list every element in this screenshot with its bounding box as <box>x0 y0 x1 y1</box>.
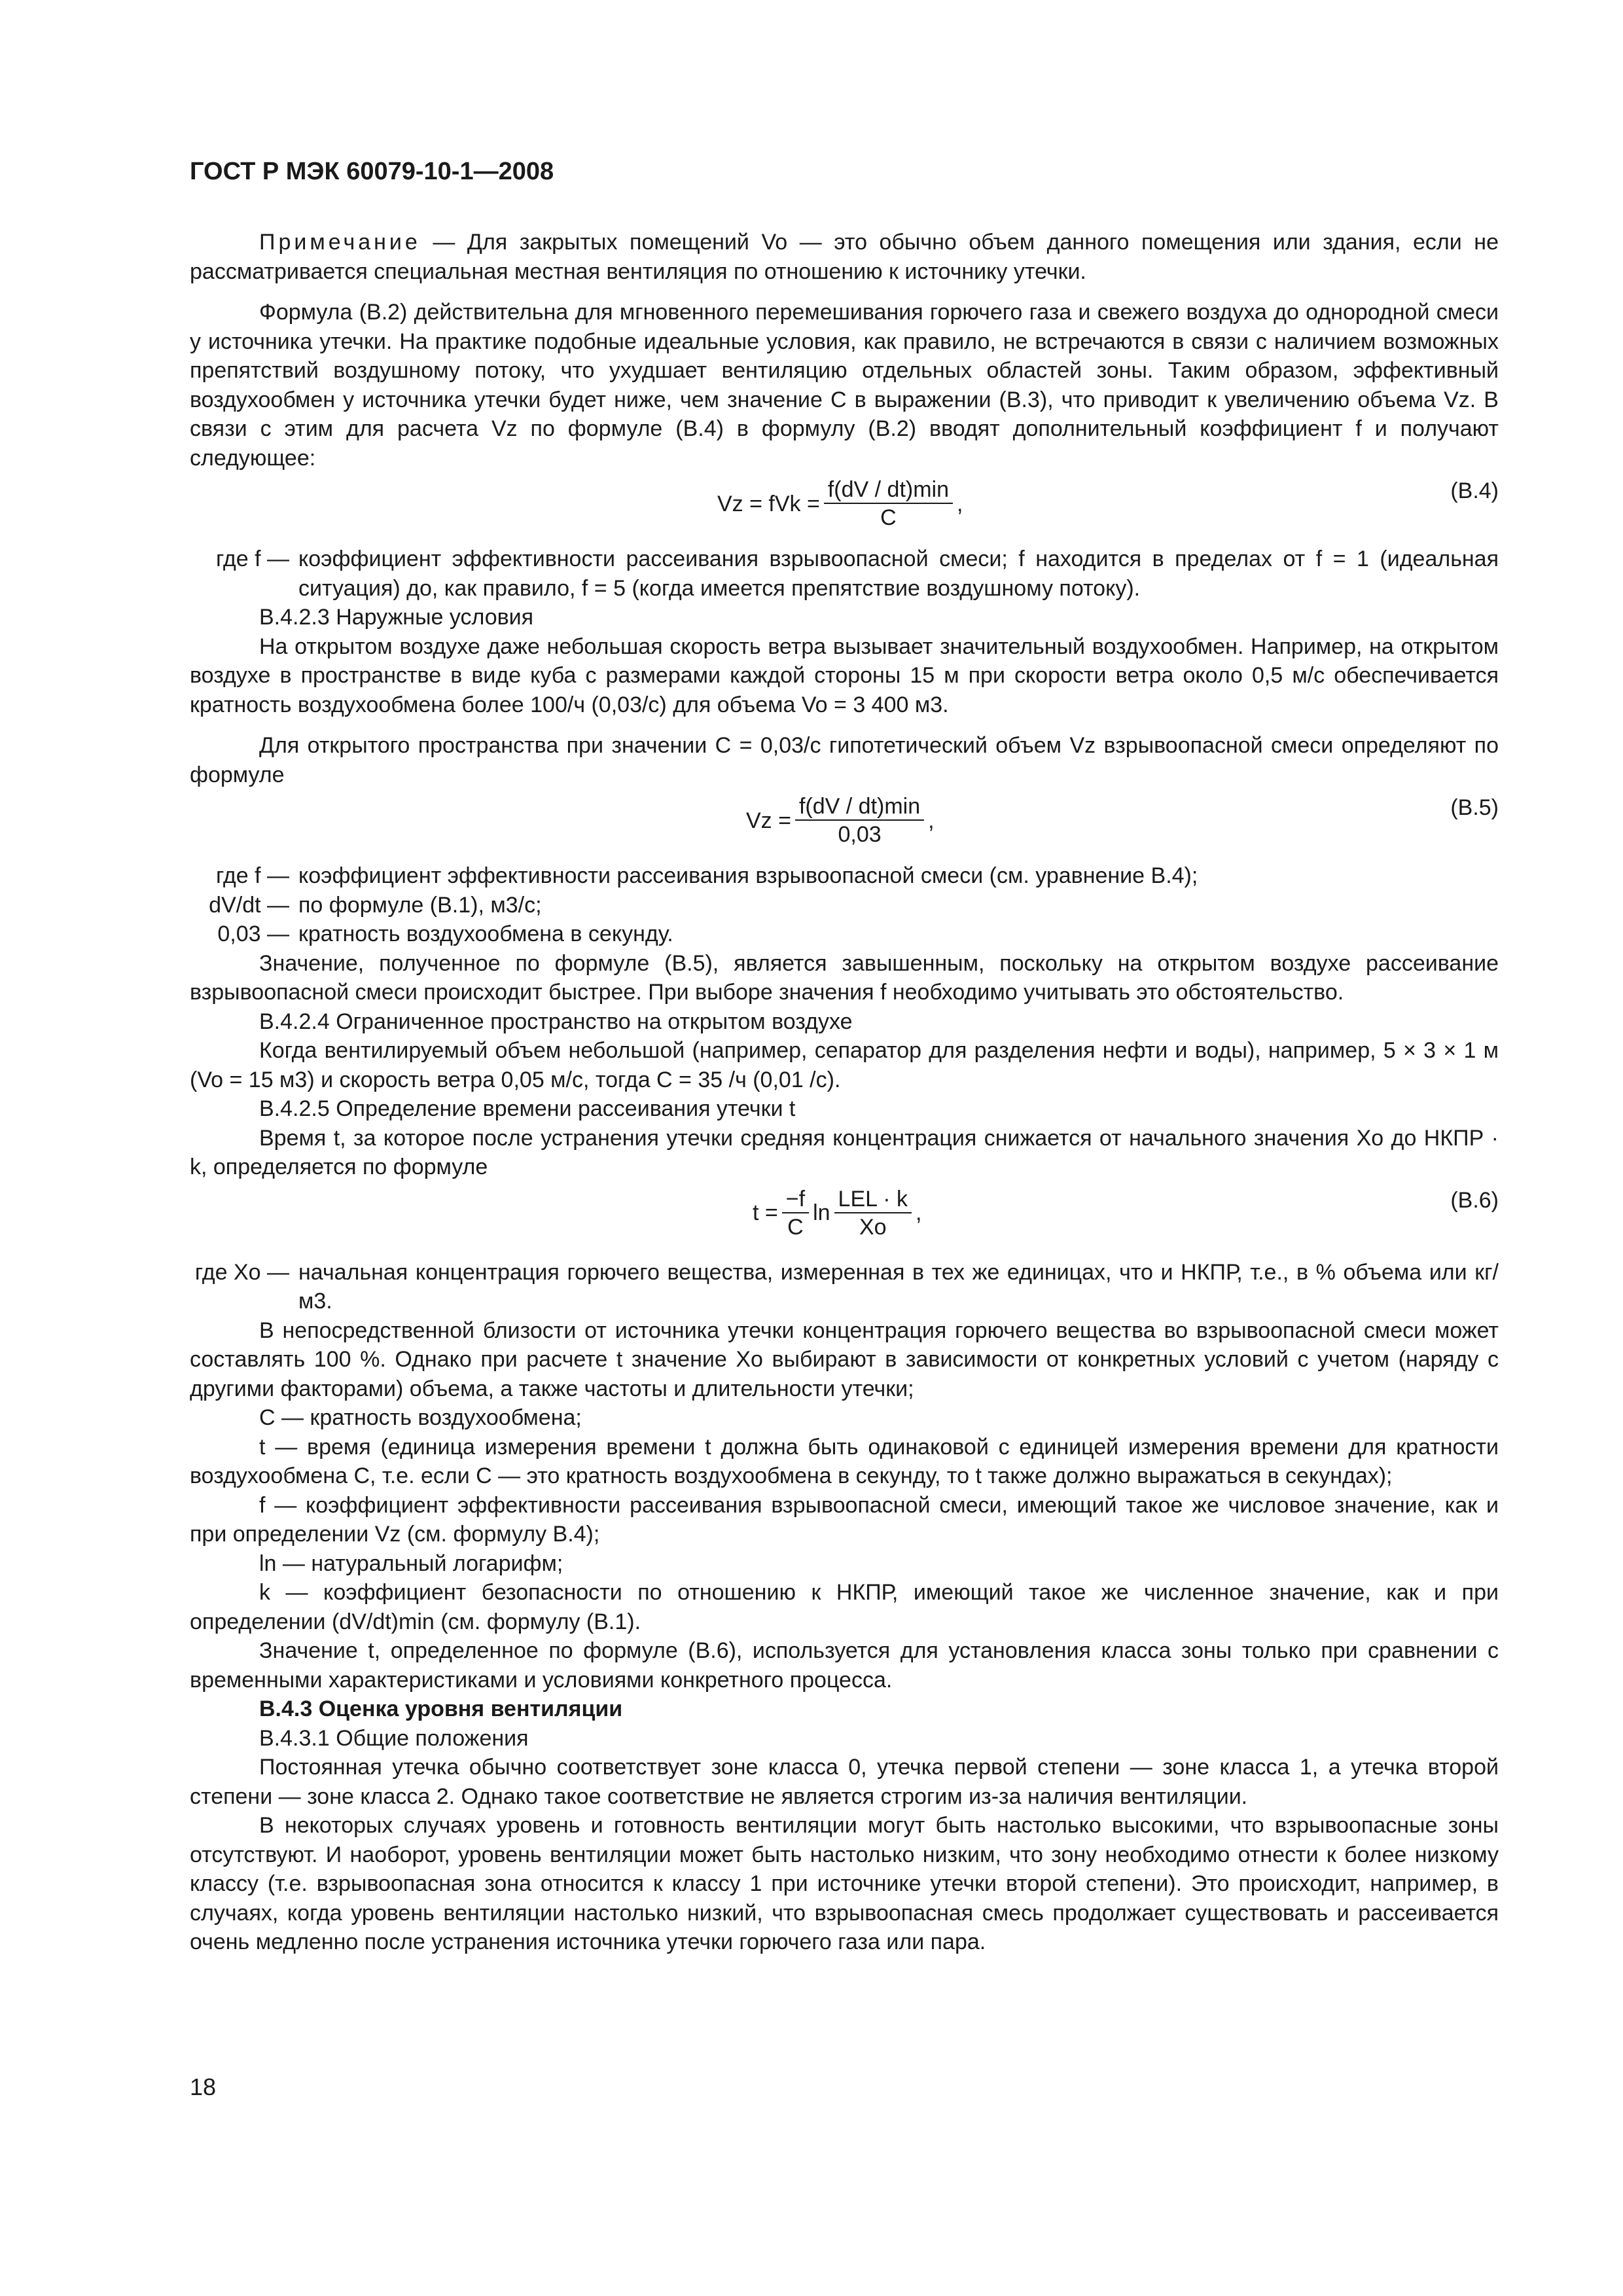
formula-b4-fraction <box>824 476 953 531</box>
document-header: ГОСТ Р МЭК 60079-10-1—2008 <box>190 158 554 185</box>
formula-b6-tail: , <box>915 1200 922 1226</box>
paragraph-b6-c: C — кратность воздухообмена; <box>259 1405 582 1430</box>
definition-list-b5 <box>190 861 1499 949</box>
formula-b5-numerator: f(dV / dt)min <box>795 793 924 821</box>
paragraph-b5-value: Значение, полученное по формуле (В.5), является завышенным, поскольку на открытом воздухе рассеивание взрывоопасной смеси происходит быстрее. При выборе значения f необходимо учитывать это обстоятельство. <box>190 950 1499 1005</box>
formula-b4-lhs: Vz = fVk = <box>717 491 820 516</box>
formula-b6-numerator: LEL · k <box>834 1186 912 1213</box>
definition-text: по формуле (В.1), м3/с; <box>298 892 542 918</box>
formula-b4-denominator: C <box>880 505 897 530</box>
section-b424-title: В.4.2.4 Ограниченное пространство на открытом воздухе <box>259 1009 853 1034</box>
definition-term: где f — <box>216 863 289 888</box>
definition-term: dV/dt — <box>209 892 289 918</box>
paragraph-b431-2: В некоторых случаях уровень и готовность вентиляции могут быть настолько высокими, что взрывоопасные зоны отсутствуют. И наоборот, уровень вентиляции может быть настолько низким, что зону необходимо отнести к более низкому классу (т.е. взрывоопасная зона относится к классу 1 при источнике утечки второй степени). Это происходит, например, в случаях, когда уровень вентиляции настолько низкий, что взрывоопасная смесь продолжает существовать и рассеивается очень медленно после устранения источника утечки горючего газа или пара. <box>190 1813 1499 1954</box>
section-b425-title: В.4.2.5 Определение времени рассеивания утечки t <box>259 1096 796 1121</box>
paragraph-b431-1: Постоянная утечка обычно соответствует зоне класса 0, утечка первой степени — зоне класса 1, а утечка второй степени — зоне класса 2. Однако такое соответствие не является строгим из-за наличия вентиляции. <box>190 1755 1499 1809</box>
definition-list-b4 <box>190 545 1499 603</box>
definition-text: кратность воздухообмена в секунду. <box>298 922 673 946</box>
definition-text: коэффициент эффективности рассеивания взрывоопасной смеси; f находится в пределах от f = 1 (идеальная ситуация) до, как правило, f = 5 (когда имеется препятствие воздушному потоку). <box>298 547 1499 601</box>
definition-text: начальная концентрация горючего вещества, измеренная в тех же единицах, что и НКПР, т.е., в % объема или кг/м3. <box>298 1259 1499 1314</box>
formula-b6 <box>190 1186 1499 1251</box>
paragraph-b6-t: t — время (единица измерения времени t должна быть одинаковой с единицей измерения времени для кратности воздухообмена C, т.е. если C — это кратность воздухообмена в секунду, то t также должно выражаться в секундах); <box>190 1434 1499 1488</box>
formula-b4-numerator: f(dV / dt)min <box>824 476 953 504</box>
paragraph-b6-k: k — коэффициент безопасности по отношению к НКПР, имеющий такое же численное значение, как и при определении (dV/dt)min (см. формулу (В.1). <box>190 1580 1499 1634</box>
formula-b6-ln: ln <box>813 1200 830 1226</box>
paragraph-b424: Когда вентилируемый объем небольшой (например, сепаратор для разделения нефти и воды), например, 5 × 3 × 1 м (Vo = 15 м3) и скорость ветра 0,05 м/с, тогда C = 35 /ч (0,01 /с). <box>190 1038 1499 1092</box>
paragraph-b6-ln: ln — натуральный логарифм; <box>259 1551 563 1576</box>
definition-term: 0,03 — <box>217 922 289 946</box>
paragraph-b423-1: На открытом воздухе даже небольшая скорость ветра вызывает значительный воздухообмен. Например, на открытом воздухе в пространстве в виде куба с размерами каждой стороны 15 м при скорости ветра около 0,5 м/с обеспечивается кратность воздухообмена более 100/ч (0,03/с) для объема Vo = 3 400 м3. <box>190 634 1499 717</box>
note-label: Примечание <box>259 230 421 255</box>
formula-b6-coefficient <box>782 1186 809 1241</box>
formula-b5-denominator: 0,03 <box>838 822 882 847</box>
paragraph-b423-2: Для открытого пространства при значении C = 0,03/с гипотетический объем Vz взрывоопасной смеси определяют по формуле <box>190 733 1499 787</box>
page-number: 18 <box>190 2073 217 2100</box>
paragraph-b6-1: В непосредственной близости от источника утечки концентрация горючего вещества во взрывоопасной смеси может составлять 100 %. Однако при расчете t значение Xo выбирают в зависимости от конкретных условий с учетом (наряду с другими факторами) объема, а также частоты и длительности утечки; <box>190 1318 1499 1401</box>
definition-list-b6 <box>190 1258 1499 1316</box>
document-page <box>190 157 1499 1957</box>
formula-b6-number: (В.6) <box>1450 1187 1499 1213</box>
intro-paragraph: Формула (В.2) действительна для мгновенного перемешивания горючего газа и свежего воздуха до однородной смеси у источника утечки. На практике подобные идеальные условия, как правило, не встречаются в связи с наличием возможных препятствий воздушному потоку, что ухудшает вентиляцию отдельных областей зоны. Таким образом, эффективный воздухообмен у источника утечки будет ниже, чем значение C в выражении (В.3), что приводит к увеличению объема Vz. В связи с этим для расчета Vz по формуле (В.4) в формулу (В.2) вводят дополнительный коэффициент f и получают следующее: <box>190 300 1499 471</box>
section-b423-title: В.4.2.3 Наружные условия <box>259 605 534 630</box>
formula-b6-denominator: Xo <box>859 1214 887 1240</box>
definition-term: где f — <box>216 547 289 571</box>
formula-b5-tail: , <box>928 808 935 833</box>
formula-b4-number: (В.4) <box>1450 478 1499 503</box>
note-paragraph <box>190 228 1499 286</box>
formula-b6-coef-denominator: C <box>787 1214 804 1240</box>
formula-b5-lhs: Vz = <box>746 808 791 833</box>
paragraph-b6-2: Значение t, определенное по формуле (В.6), используется для установления класса зоны только при сравнении с временными характеристиками и условиями конкретного процесса. <box>190 1638 1499 1693</box>
formula-b6-fraction <box>834 1186 912 1241</box>
paragraph-b6-f: f — коэффициент эффективности рассеивания взрывоопасной смеси, имеющий такое же числовое значение, как и при определении Vz (см. формулу В.4); <box>190 1492 1499 1547</box>
formula-b5-fraction <box>795 793 924 848</box>
formula-b5-number: (В.5) <box>1450 795 1499 820</box>
formula-b6-lhs: t = <box>753 1200 778 1226</box>
formula-b4-tail: , <box>957 491 963 516</box>
note-text: — Для закрытых помещений Vo — это обычно объем данного помещения или здания, если не рассматривается специальная местная вентиляция по отношению к источнику утечки. <box>190 230 1499 284</box>
section-b431-title: В.4.3.1 Общие положения <box>259 1725 529 1751</box>
formula-b6-coef-numerator: −f <box>782 1186 809 1213</box>
formula-b5 <box>190 793 1499 855</box>
paragraph-b425: Время t, за которое после устранения утечки средняя концентрация снижается от начального значения Xo до НКПР · k, определяется по формуле <box>190 1125 1499 1179</box>
section-b43-title: В.4.3 Оценка уровня вентиляции <box>259 1696 623 1721</box>
definition-term: где Xo — <box>194 1259 289 1285</box>
definition-text: коэффициент эффективности рассеивания взрывоопасной смеси (см. уравнение В.4); <box>298 863 1198 888</box>
formula-b4 <box>190 476 1499 538</box>
